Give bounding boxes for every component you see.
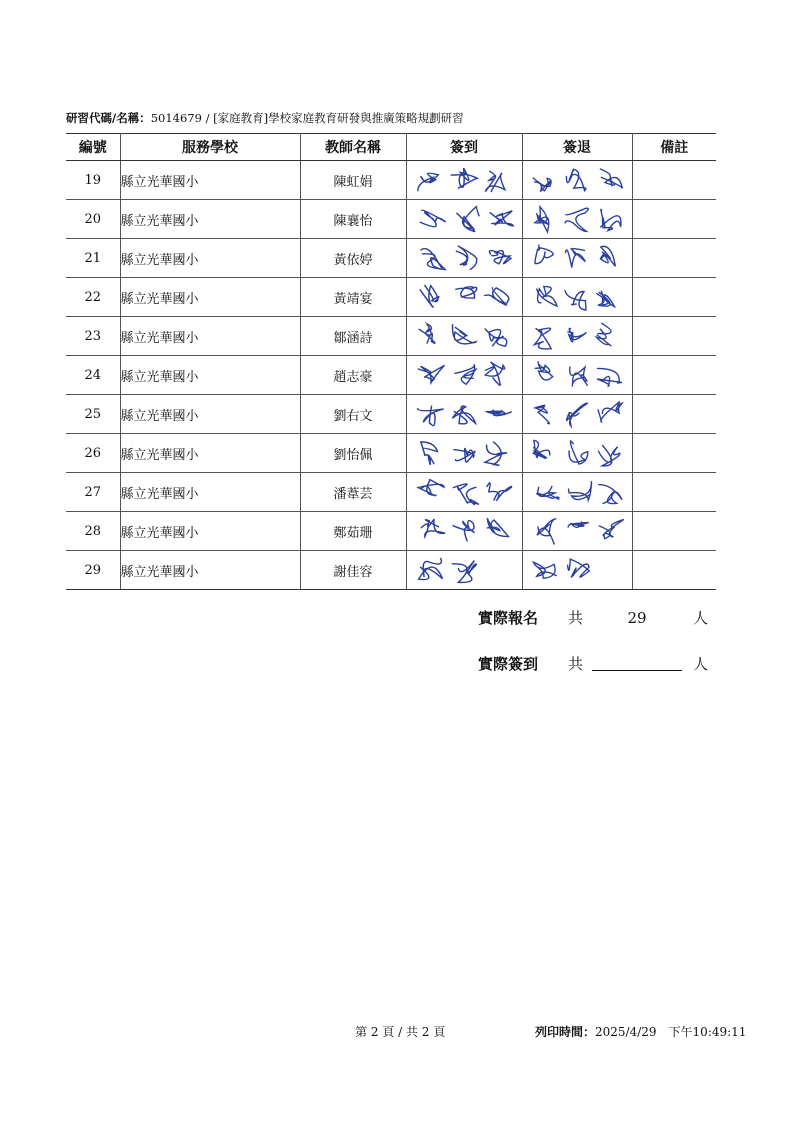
course-header	[66, 110, 464, 126]
row-signin-signature	[406, 395, 522, 434]
signed-prefix: 共	[568, 655, 584, 673]
signature-stroke	[566, 169, 586, 191]
row-signin-signature	[406, 200, 522, 239]
row-remarks	[632, 317, 716, 356]
column-header-school: 服務學校	[120, 134, 300, 161]
registered-label: 實際報名	[478, 609, 539, 627]
row-teacher: 陳襄怡	[300, 200, 406, 239]
row-signout-signature	[522, 239, 632, 278]
row-school: 縣立光華國小	[120, 200, 300, 239]
signature-stroke	[420, 249, 444, 270]
signature-stroke	[598, 446, 619, 466]
signed-label: 實際簽到	[478, 655, 539, 673]
row-teacher: 劉怡佩	[300, 434, 406, 473]
signature-stroke	[452, 406, 475, 424]
handwritten-signature	[523, 161, 632, 199]
row-school: 縣立光華國小	[120, 434, 300, 473]
row-signout-signature	[522, 473, 632, 512]
row-signout-signature	[522, 278, 632, 317]
row-signout-signature	[522, 317, 632, 356]
row-school: 縣立光華國小	[120, 473, 300, 512]
table-header-row	[66, 134, 716, 161]
row-remarks	[632, 473, 716, 512]
signature-stroke	[490, 211, 513, 226]
row-signout-signature	[522, 395, 632, 434]
signature-stroke	[420, 285, 439, 307]
handwritten-signature	[407, 161, 522, 199]
signature-stroke	[489, 251, 511, 264]
row-signout-signature	[522, 200, 632, 239]
signature-stroke	[567, 559, 589, 578]
handwritten-signature	[523, 200, 632, 238]
row-signout-signature	[522, 161, 632, 200]
signature-stroke	[421, 519, 445, 537]
handwritten-signature	[523, 317, 632, 355]
row-remarks	[632, 278, 716, 317]
handwritten-signature	[523, 356, 632, 394]
row-remarks	[632, 434, 716, 473]
signature-stroke	[452, 325, 476, 344]
handwritten-signature	[407, 473, 522, 511]
table-row	[66, 356, 716, 395]
signature-stroke	[456, 246, 477, 270]
signature-stroke	[536, 486, 558, 499]
row-signin-signature	[406, 161, 522, 200]
signature-stroke	[417, 406, 443, 426]
signature-stroke	[534, 405, 549, 423]
signature-stroke	[533, 440, 550, 458]
signature-stroke	[534, 207, 548, 232]
table-row	[66, 278, 716, 317]
row-remarks	[632, 239, 716, 278]
row-remarks	[632, 356, 716, 395]
row-school: 縣立光華國小	[120, 317, 300, 356]
signature-stroke	[565, 248, 585, 267]
signature-stroke	[566, 403, 587, 426]
table-row	[66, 239, 716, 278]
course-code-value: 5014679 / [家庭教育]學校家庭教育研發與推廣策略規劃研習	[150, 111, 464, 125]
table-row	[66, 551, 716, 590]
row-signin-signature	[406, 239, 522, 278]
signature-stroke	[419, 324, 435, 344]
column-header-signout: 簽退	[522, 134, 632, 161]
signature-stroke	[451, 168, 477, 188]
row-number: 27	[66, 473, 120, 512]
table-row	[66, 200, 716, 239]
handwritten-signature	[407, 395, 522, 433]
signature-stroke	[567, 328, 586, 341]
signature-stroke	[456, 206, 478, 232]
signed-count-blank	[592, 654, 682, 671]
row-number: 29	[66, 551, 120, 590]
handwritten-signature	[523, 551, 632, 589]
signature-stroke	[452, 561, 476, 583]
signed-unit: 人	[692, 655, 708, 673]
signature-stroke	[486, 410, 512, 416]
registered-prefix: 共	[568, 609, 584, 627]
column-header-number: 編號	[66, 134, 120, 161]
row-remarks	[632, 551, 716, 590]
row-number: 23	[66, 317, 120, 356]
row-number: 21	[66, 239, 120, 278]
signature-stroke	[568, 522, 589, 527]
row-number: 26	[66, 434, 120, 473]
signature-stroke	[568, 481, 591, 500]
signature-stroke	[452, 521, 474, 541]
signature-stroke	[487, 518, 508, 536]
row-teacher: 陳虹娟	[300, 161, 406, 200]
signature-stroke	[596, 291, 614, 306]
row-remarks	[632, 512, 716, 551]
handwritten-signature	[523, 512, 632, 550]
row-signin-signature	[406, 473, 522, 512]
table-row	[66, 161, 716, 200]
row-teacher: 鄒涵詩	[300, 317, 406, 356]
signature-stroke	[599, 519, 623, 538]
row-remarks	[632, 395, 716, 434]
handwritten-signature	[407, 356, 522, 394]
signature-stroke	[565, 291, 586, 310]
handwritten-signature	[407, 512, 522, 550]
signature-stroke	[418, 558, 442, 579]
signature-stroke	[485, 362, 504, 385]
print-time-label: 列印時間：	[535, 1025, 596, 1039]
registered-summary	[478, 607, 708, 628]
column-header-remarks: 備註	[632, 134, 716, 161]
handwritten-signature	[523, 278, 632, 316]
row-number: 19	[66, 161, 120, 200]
signature-stroke	[453, 448, 474, 462]
row-school: 縣立光華國小	[120, 161, 300, 200]
signature-stroke	[600, 169, 622, 188]
row-signin-signature	[406, 512, 522, 551]
table-row	[66, 473, 716, 512]
table-row	[66, 434, 716, 473]
handwritten-signature	[523, 473, 632, 511]
row-signin-signature	[406, 551, 522, 590]
row-teacher: 謝佳容	[300, 551, 406, 590]
row-number: 28	[66, 512, 120, 551]
signature-stroke	[417, 173, 437, 190]
signature-stroke	[420, 442, 437, 465]
signature-stroke	[569, 367, 586, 387]
handwritten-signature	[523, 395, 632, 433]
signature-stroke	[536, 287, 556, 307]
handwritten-signature	[407, 200, 522, 238]
signature-stroke	[569, 441, 588, 464]
signature-stroke	[486, 483, 511, 501]
print-time-value: 2025/4/29 下午10:49:11	[595, 1025, 747, 1039]
course-code-label: 研習代碼/名稱：	[66, 111, 151, 125]
row-signout-signature	[522, 512, 632, 551]
handwritten-signature	[523, 434, 632, 472]
row-teacher: 劉右文	[300, 395, 406, 434]
column-header-signin: 簽到	[406, 134, 522, 161]
row-signin-signature	[406, 434, 522, 473]
row-number: 25	[66, 395, 120, 434]
handwritten-signature	[407, 239, 522, 277]
signature-stroke	[565, 208, 588, 231]
signin-table	[66, 133, 716, 590]
row-number: 22	[66, 278, 120, 317]
row-signin-signature	[406, 317, 522, 356]
signature-stroke	[533, 562, 556, 578]
row-school: 縣立光華國小	[120, 278, 300, 317]
row-school: 縣立光華國小	[120, 551, 300, 590]
registered-unit: 人	[692, 609, 708, 627]
signature-stroke	[534, 328, 551, 349]
column-header-teacher: 教師名稱	[300, 134, 406, 161]
signature-stroke	[598, 402, 622, 422]
signature-stroke	[420, 210, 446, 226]
signature-stroke	[418, 480, 444, 496]
row-signout-signature	[522, 356, 632, 395]
handwritten-signature	[407, 551, 522, 589]
print-time	[535, 1023, 746, 1040]
table-row	[66, 317, 716, 356]
signature-stroke	[418, 365, 444, 382]
signature-stroke	[533, 178, 551, 192]
registered-count: 29	[627, 609, 647, 627]
signed-summary	[478, 653, 708, 674]
row-signout-signature	[522, 551, 632, 590]
row-signin-signature	[406, 356, 522, 395]
row-teacher: 黃靖宴	[300, 278, 406, 317]
row-remarks	[632, 200, 716, 239]
signature-stroke	[453, 484, 479, 505]
signature-stroke	[485, 171, 505, 191]
row-remarks	[632, 161, 716, 200]
signature-stroke	[598, 485, 621, 504]
signature-stroke	[535, 362, 553, 380]
signature-stroke	[534, 245, 552, 264]
row-signout-signature	[522, 434, 632, 473]
signature-stroke	[597, 368, 622, 386]
signature-stroke	[455, 287, 476, 298]
table-row	[66, 512, 716, 551]
row-school: 縣立光華國小	[120, 512, 300, 551]
signature-stroke	[596, 323, 611, 345]
signature-stroke	[454, 364, 475, 384]
signature-stroke	[484, 288, 508, 306]
signature-stroke	[485, 329, 507, 346]
signature-stroke	[600, 246, 615, 266]
signature-stroke	[484, 442, 506, 465]
row-school: 縣立光華國小	[120, 239, 300, 278]
signature-stroke	[600, 209, 620, 230]
handwritten-signature	[407, 434, 522, 472]
handwritten-signature	[407, 278, 522, 316]
page-number: 第 2 頁 / 共 2 頁	[355, 1025, 446, 1039]
row-teacher: 趙志豪	[300, 356, 406, 395]
row-teacher: 鄭茹珊	[300, 512, 406, 551]
row-teacher: 潘葦芸	[300, 473, 406, 512]
handwritten-signature	[523, 239, 632, 277]
row-number: 20	[66, 200, 120, 239]
table-row	[66, 395, 716, 434]
row-school: 縣立光華國小	[120, 356, 300, 395]
row-school: 縣立光華國小	[120, 395, 300, 434]
row-number: 24	[66, 356, 120, 395]
row-signin-signature	[406, 278, 522, 317]
handwritten-signature	[407, 317, 522, 355]
signature-stroke	[537, 519, 556, 544]
row-teacher: 黃依婷	[300, 239, 406, 278]
